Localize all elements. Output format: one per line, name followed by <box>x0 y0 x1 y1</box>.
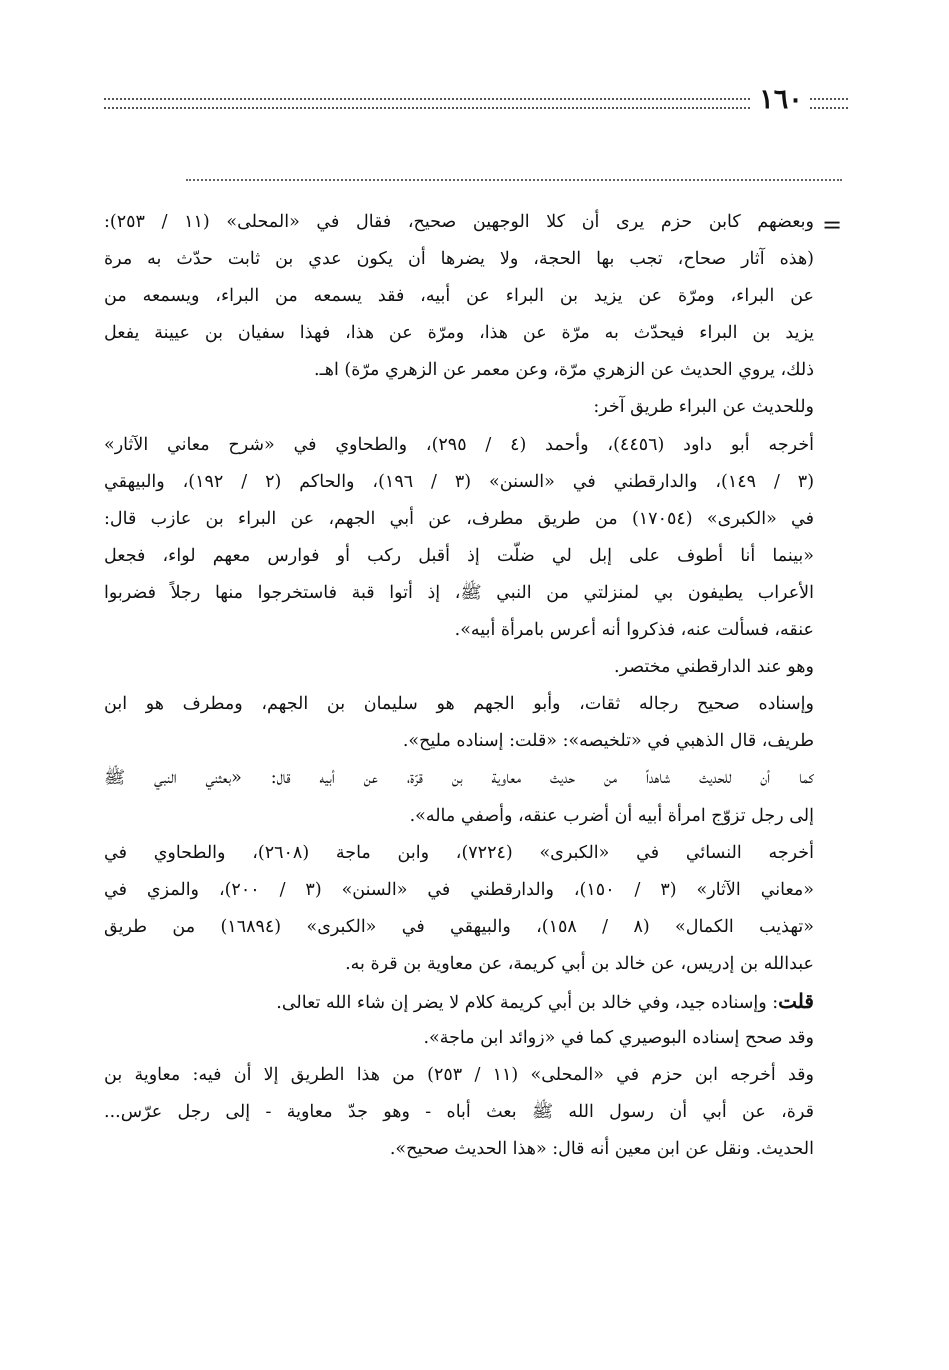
text-line: الأعراب يطيفون بي لمنزلتي من النبي ﷺ، إذ أتوا قبة فاستخرجوا منها رجلاً فضربوا <box>104 582 814 603</box>
page-header <box>100 86 848 116</box>
text-line: طريف، قال الذهبي في «تلخيصه»: «قلت: إسناده مليح». <box>402 731 814 752</box>
text-line: «بينما أنا أطوف على إبل لي ضلّت إذ أقبل ركب أو فوارس معهم لواء، فجعل <box>104 545 814 566</box>
page-number: ١٦٠ <box>759 84 803 115</box>
text-line: «تهذيب الكمال» (٨ / ١٥٨)، والبيهقي في «الكبرى» (١٦٨٩٤) من طريق <box>104 916 814 937</box>
text-line: عنقه، فسألت عنه، فذكروا أنه أعرس بامرأة أبيه». <box>454 620 814 641</box>
text-line: ذلك، يروي الحديث عن الزهري مرّة، وعن معمر عن الزهري مرّة) اهـ. <box>314 360 814 381</box>
text-line: وإسناده صحيح رجاله ثقات، وأبو الجهم هو سليمان بن الجهم، ومطرف هو ابن <box>104 694 814 715</box>
bold-prefix: قلت <box>778 988 814 1013</box>
text-line: عبدالله بن إدريس، عن خالد بن أبي كريمة، عن معاوية بن قرة به. <box>345 953 814 974</box>
header-rule-right <box>810 98 848 109</box>
text-line: «معاني الآثار» (٣ / ١٥٠)، والدارقطني في «السنن» (٣ / ٢٠٠)، والمزي في <box>104 879 814 900</box>
text-line: أخرجه أبو داود (٤٤٥٦)، وأحمد (٤ / ٢٩٥)، والطحاوي في «شرح معاني الآثار» <box>104 434 814 455</box>
header-rule-left <box>104 98 750 109</box>
text-line: وهو عند الدارقطني مختصر. <box>614 657 814 678</box>
text-line: وبعضهم كابن حزم يرى أن كلا الوجهين صحيح، فقال في «المحلى» (١١ / ٢٥٣): <box>104 212 814 232</box>
text-line: كما أن للحديث شاهداً من حديث معاوية بن قرّة، عن أبيه قال: «بعثني النبي ﷺ <box>104 768 814 789</box>
text-line: وقد صحح إسناده البوصيري كما في «زوائد ابن ماجة». <box>423 1028 814 1049</box>
text-line: في «الكبرى» (١٧٠٥٤) من طريق مطرف، عن أبي الجهم، عن البراء بن عازب قال: <box>104 508 814 529</box>
text-line: عن البراء، ومرّة عن يزيد بن البراء عن أبيه، فقد يسمعه من البراء، ويسمعه من <box>104 286 814 307</box>
footnote-separator <box>186 179 842 181</box>
text-line: قلت: وإسناده جيد، وفي خالد بن أبي كريمة كلام لا يضر إن شاء الله تعالى. <box>276 988 814 1013</box>
text-line: إلى رجل تزوّج امرأة أبيه أن أضرب عنقه، وأصفي ماله». <box>409 805 814 826</box>
text-line: يزيد بن البراء فيحدّث به مرّة عن هذا، ومرّة عن هذا، فهذا سفيان بن عيينة يفعل <box>104 323 814 344</box>
text-line: وللحديث عن البراء طريق آخر: <box>593 397 814 418</box>
continuation-mark: = <box>822 211 843 239</box>
text-line: قرة، عن أبي أن رسول الله ﷺ بعث أباه - وهو جدّ معاوية - إلى رجل عرّس... <box>104 1102 814 1123</box>
text-line: الحديث. ونقل عن ابن معين أنه قال: «هذا الحديث صحيح». <box>389 1139 814 1160</box>
text-line: أخرجه النسائي في «الكبرى» (٧٢٢٤)، وابن ماجة (٢٦٠٨)، والطحاوي في <box>104 842 814 863</box>
text-line: (٣ / ١٤٩)، والدارقطني في «السنن» (٣ / ١٩٦)، والحاكم (٢ / ١٩٢)، والبيهقي <box>104 471 814 492</box>
text-line: وقد أخرجه ابن حزم في «المحلى» (١١ / ٢٥٣) من هذا الطريق إلا أن فيه: معاوية بن <box>104 1065 814 1086</box>
footnote-text <box>104 204 814 1168</box>
text-line: (هذه آثار صحاح، تجب بها الحجة، ولا يضرها أن يكون عدي بن ثابت حدّث به مرة <box>104 249 814 270</box>
